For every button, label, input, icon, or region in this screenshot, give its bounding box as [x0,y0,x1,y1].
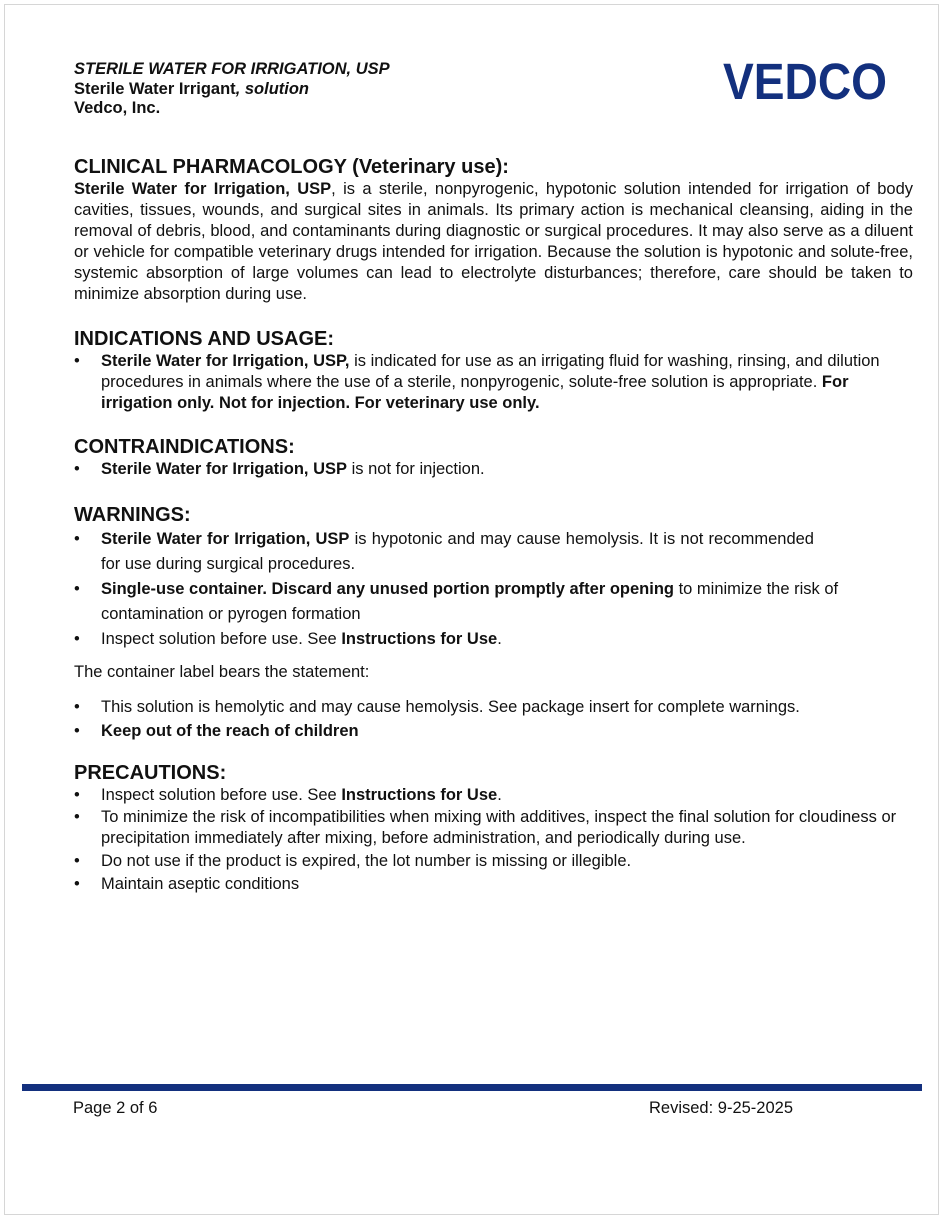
item-end: . [497,786,502,804]
list-item [74,721,804,742]
product-name-line [74,80,390,100]
item-text: to minimize the risk of contamination or pyrogen formation [101,580,839,623]
warnings-list-continued [74,577,886,652]
indications-list [74,351,913,414]
product-name: Sterile Water Irrigant [74,79,236,98]
precautions-list [74,785,904,895]
precautions-heading: PRECAUTIONS: [74,762,227,784]
list-item [74,807,904,849]
bold-text: Keep out of the reach of children [101,722,359,740]
contraindications-section [74,436,913,480]
clinical-pharmacology-heading: CLINICAL PHARMACOLOGY (Veterinary use): [74,156,509,178]
item-text: Maintain aseptic conditions [101,875,300,893]
bold-tail: Instructions for Use [341,786,498,804]
bold-lead: Sterile Water for Irrigation, USP [101,530,350,548]
item-text: is not for injection. [347,460,485,478]
indications-section [74,328,913,414]
item-text: is hypotonic and may cause hemolysis. It is not recommended for use during surgical procedures. [101,530,814,573]
list-item [74,577,886,627]
bold-lead: Single-use container. Discard any unused portion promptly after opening [101,580,674,598]
footer-divider [22,1084,922,1091]
label-statement-intro: The container label bears the statement: [74,663,370,681]
bold-lead: Sterile Water for Irrigation, USP, [101,352,350,370]
warnings-section [74,504,913,742]
precautions-section [74,762,913,895]
list-item [74,627,886,652]
vedco-logo [723,58,889,104]
list-item [74,351,913,414]
item-text: Inspect solution before use. See [101,630,342,648]
list-item [74,697,804,718]
document-header [74,60,390,119]
body-text: , is a sterile, nonpyrogenic, hypotonic solution intended for irrigation of body cavities, tissues, wounds, and surgical sites in animals. Its primary action is mechanical cleansing, aiding in the removal of debris, blood, and contaminants during diagnostic or surgical procedures. It may also serve as a diluent or vehicle for compatible veterinary drugs intended for irrigation. Because the solution is hypotonic and solute-free, systemic absorption of large volumes can lead to electrolyte disturbances; therefore, care should be taken to minimize absorption during use. [74,180,913,303]
product-form: , solution [235,79,310,98]
list-item [74,527,814,577]
list-item [74,874,904,895]
bold-lead: Sterile Water for Irrigation, USP [101,460,348,478]
item-text: To minimize the risk of incompatibilities when mixing with additives, inspect the final solution for cloudiness or precipitation immediately after mixing, before administration, and periodically during use. [101,808,897,847]
indications-heading: INDICATIONS AND USAGE: [74,328,334,350]
list-item [74,459,913,480]
warnings-heading: WARNINGS: [74,504,191,526]
revised-date: Revised: 9-25-2025 [649,1099,794,1117]
label-statement-list [74,697,804,742]
list-item [74,851,904,872]
warnings-list [74,527,814,577]
item-text: Do not use if the product is expired, the lot number is missing or illegible. [101,852,632,870]
page-number: Page 2 of 6 [73,1099,158,1117]
list-item [74,785,904,806]
item-text: is indicated for use as an irrigating fluid for washing, rinsing, and dilution procedures in animals where the use of a sterile, nonpyrogenic, solute-free solution is appropriate. [101,352,880,391]
contraindications-list [74,459,913,480]
clinical-pharmacology-text [74,179,913,305]
bold-lead: Sterile Water for Irrigation, USP [74,180,332,198]
document-body [74,156,913,895]
item-text: This solution is hemolytic and may cause hemolysis. See package insert for complete warnings. [101,698,800,716]
item-text: Inspect solution before use. See [101,786,342,804]
company-name: Vedco, Inc. [74,99,161,117]
vedco-logo-text: VEDCO [723,58,887,104]
contraindications-heading: CONTRAINDICATIONS: [74,436,295,458]
clinical-pharmacology-section [74,156,913,305]
bold-tail: Instructions for Use [341,630,498,648]
item-end: . [497,630,502,648]
product-title: STERILE WATER FOR IRRIGATION, USP [74,60,390,78]
bold-tail: For irrigation only. Not for injection. For veterinary use only. [101,373,849,412]
